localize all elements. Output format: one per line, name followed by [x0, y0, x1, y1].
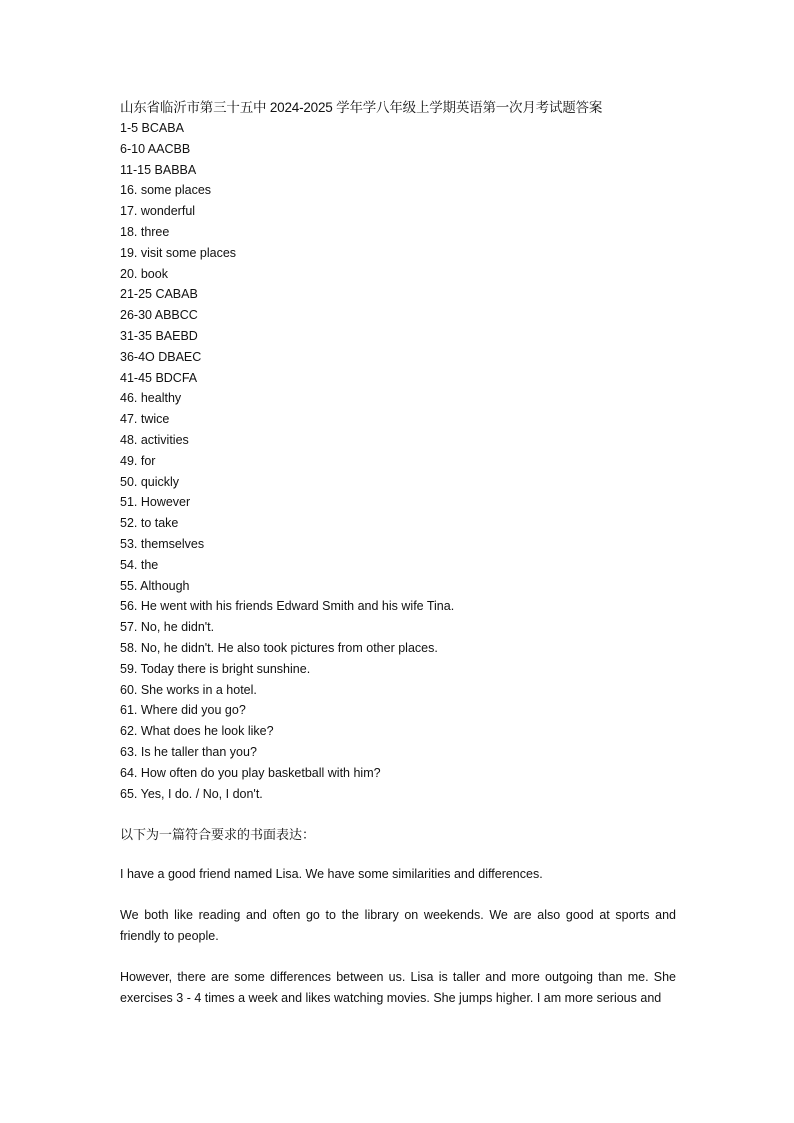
answer-item: 49. for [120, 453, 156, 468]
answer-item: 11-15 BABBA [120, 162, 197, 177]
answer-item: 51. However [120, 495, 191, 510]
essay-intro: 以下为一篇符合要求的书面表达： [120, 827, 316, 843]
essay-paragraph: We both like reading and often go to the library on weekends. We are also good at sports and friendly to people. [120, 908, 676, 944]
answer-document [120, 98, 676, 1022]
answer-item: 21-25 CABAB [120, 287, 198, 302]
answer-item: 63. Is he taller than you? [120, 744, 257, 759]
answer-item: 31-35 BAEBD [120, 328, 198, 343]
answer-item: 36-4O DBAEC [120, 349, 202, 364]
answer-item: 65. Yes, I do. / No, I don't. [120, 786, 263, 801]
answer-item: 1-5 BCABA [120, 121, 184, 135]
essay-paragraph: However, there are some differences between us. Lisa is taller and more outgoing than me. She exercises 3 - 4 times a week and likes watching movies. She jumps higher. I am more serious and [120, 970, 676, 1006]
answer-item: 61. Where did you go? [120, 703, 246, 718]
answer-item: 52. to take [120, 516, 179, 531]
answer-item: 16. some places [120, 183, 212, 198]
answer-item: 26-30 ABBCC [120, 308, 198, 323]
answer-item: 53. themselves [120, 536, 205, 551]
answer-item: 55. Although [120, 578, 190, 593]
answer-item: 57. No, he didn't. [120, 620, 215, 635]
answer-list [120, 118, 676, 804]
answer-item: 54. the [120, 557, 159, 572]
answer-item: 60. She works in a hotel. [120, 682, 257, 697]
answer-item: 48. activities [120, 432, 189, 447]
essay-paragraph: I have a good friend named Lisa. We have some similarities and differences. [120, 867, 543, 882]
answer-item: 64. How often do you play basketball with him? [120, 765, 381, 780]
answer-item: 46. healthy [120, 391, 182, 406]
answer-item: 41-45 BDCFA [120, 370, 198, 385]
answer-item: 62. What does he look like? [120, 724, 274, 739]
answer-item: 59. Today there is bright sunshine. [120, 661, 311, 676]
answer-item: 58. No, he didn't. He also took pictures from other places. [120, 640, 438, 655]
answer-item: 50. quickly [120, 474, 180, 489]
answer-item: 17. wonderful [120, 204, 196, 219]
answer-item: 18. three [120, 224, 170, 239]
answer-item: 47. twice [120, 412, 170, 427]
document-title: 山东省临沂市第三十五中 2024-2025 学年学八年级上学期英语第一次月考试题答案 [120, 100, 603, 115]
answer-item: 56. He went with his friends Edward Smith and his wife Tina. [120, 599, 455, 614]
answer-item: 6-10 AACBB [120, 141, 191, 156]
answer-item: 20. book [120, 266, 168, 281]
answer-item: 19. visit some places [120, 245, 237, 260]
